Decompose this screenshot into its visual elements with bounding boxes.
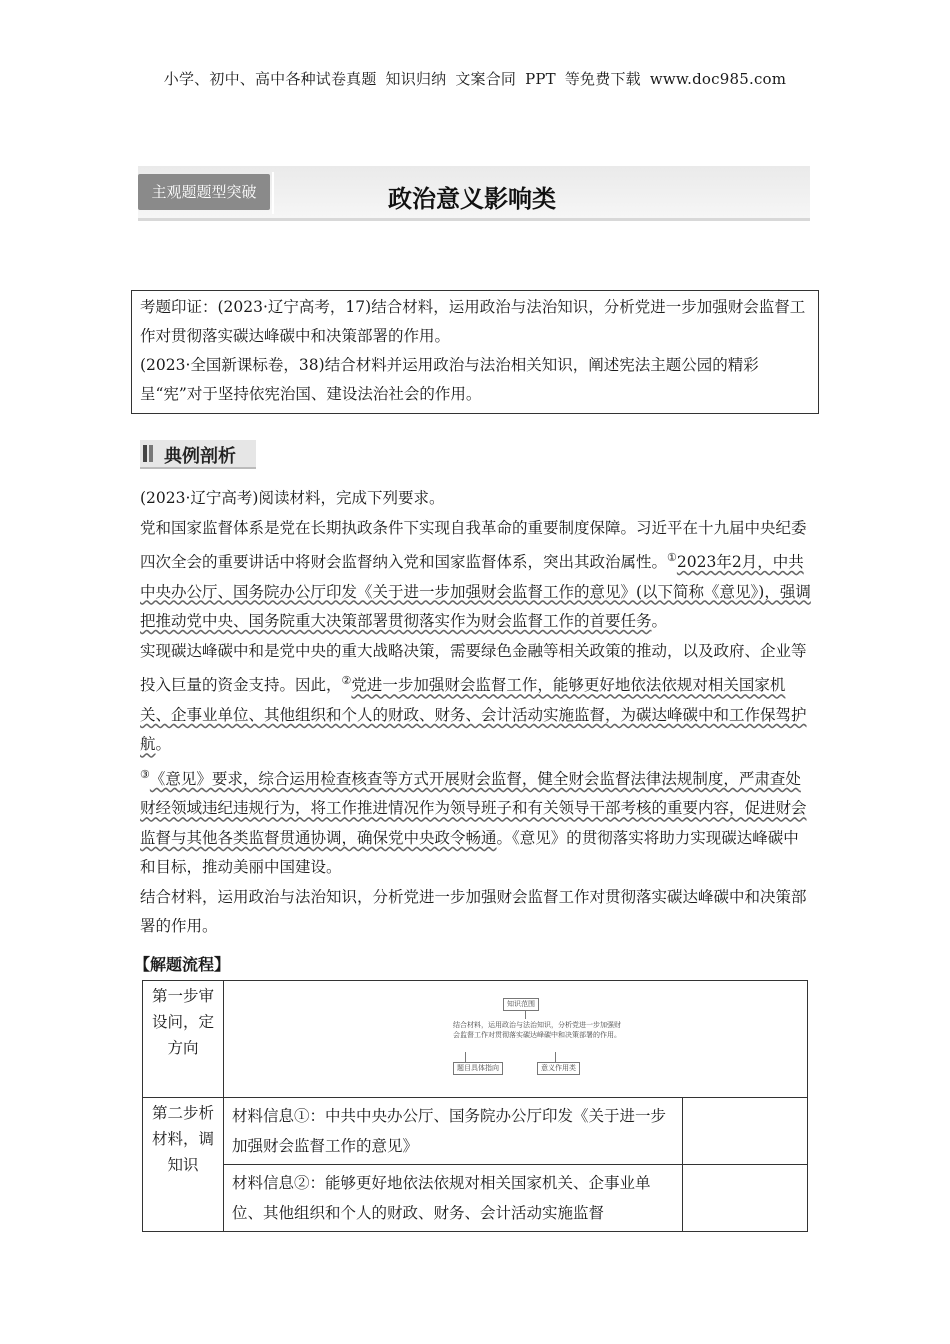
material-paragraph-1 [140,514,812,637]
diagram-question-text: 结合材料，运用政治与法治知识，分析党进一步加强财会监督工作对贯彻落实碳达峰碳中和决策部署的作用。 [453,1021,621,1039]
material-paragraph-3 [140,760,812,883]
flow-diagram [225,982,806,1096]
heading-bar-icon [143,445,147,462]
flow-label: 【解题流程】 [134,955,231,974]
diagram-box-knowledge: 知识范围 [503,998,539,1011]
table-row [143,981,808,1098]
section-title: 典例剖析 [164,446,236,467]
solution-flow-table [142,980,808,1232]
material-text [140,484,812,942]
circled-marker: ① [667,551,677,564]
empty-cell [683,1098,808,1165]
highlighted-text: 《意见》要求，综合运用检查核查等方式开展财会监督，健全财会监督法律法规制度，严肃查处财经领域违纪违规行为，将工作推进情况作为领导班子和有关领导干部考核的重要内容，促进财会监督与其他各类监督贯通协调，确保党中央政令畅通 [140,769,807,847]
diagram-box-target: 题目具体指向 [453,1062,503,1075]
step-1-cell: 第一步审设问，定方向 [143,981,224,1098]
exam-reference-box [131,290,819,414]
section-banner [138,166,810,221]
highlighted-text: 党进一步加强财会监督工作，能够更好地依法依规对相关国家机关、企事业单位、其他组织和个人的财政、财务、会计活动实施监督，为碳达峰碳中和工作保驾护航 [140,676,807,754]
paragraph-text: 党和国家监督体系是党在长期执政条件下实现自我革命的重要制度保障。习近平在十九届中央纪委四次全会的重要讲话中将财会监督纳入党和国家监督体系，突出其政治属性。 [140,518,807,572]
heading-bar-icon [149,445,153,462]
paragraph-text: 。 [155,735,172,754]
page-header: 小学、初中、高中各种试卷真题 知识归纳 文案合同 PPT 等免费下载 www.doc985.com [163,70,787,88]
material-info-1: 材料信息①：中共中央办公厅、国务院办公厅印发《关于进一步加强财会监督工作的意见》 [224,1098,683,1165]
diagram-cell [224,981,808,1098]
empty-cell [683,1165,808,1232]
circled-marker: ③ [140,767,150,781]
diagram-connector [555,1052,556,1062]
diagram-connector [465,1052,466,1062]
diagram-box-type: 意义作用类 [537,1062,580,1075]
banner-divider [272,172,274,214]
step-2-cell: 第二步析材料，调知识 [143,1098,224,1232]
question-text: 结合材料，运用政治与法治知识，分析党进一步加强财会监督工作对贯彻落实碳达峰碳中和决策部署的作用。 [140,887,807,936]
section-heading [140,440,256,469]
material-info-2: 材料信息②：能够更好地依法依规对相关国家机关、企事业单位、其他组织和个人的财政、财务、会计活动实施监督 [224,1165,683,1232]
exam-reference-1: 考题印证：(2023·辽宁高考，17)结合材料，运用政治与法治知识，分析党进一步加强财会监督工作对贯彻落实碳达峰碳中和决策部署的作用。 [140,298,806,345]
diagram-connector [525,1010,526,1019]
table-row [143,1165,808,1232]
material-paragraph-2 [140,637,812,760]
table-row [143,1098,808,1165]
banner-tag: 主观题题型突破 [138,174,270,210]
paragraph-text: 。《意见》的贯彻落实将助力实现碳达峰碳中和目标，推动美丽中国建设。 [140,828,799,877]
paragraph-text: 。 [651,612,668,631]
exam-reference-2: (2023·全国新课标卷，38)结合材料并运用政治与法治相关知识，阐述宪法主题公园的精彩呈“宪”对于坚持依宪治国、建设法治社会的作用。 [140,356,759,403]
paragraph-text: 实现碳达峰碳中和是党中央的重大战略决策，需要绿色金融等相关政策的推动，以及政府、企业等投入巨量的资金支持。因此， [140,641,807,695]
circled-marker: ② [341,674,352,688]
page-title: 政治意义影响类 [388,185,556,213]
material-intro: (2023·辽宁高考)阅读材料，完成下列要求。 [140,489,445,507]
highlighted-text: 2023年2月，中共中央办公厅、国务院办公厅印发《关于进一步加强财会监督工作的意见》(以下简称《意见》)，强调把推动党中央、国务院重大决策部署贯彻落实作为财会监督工作的首要任务 [140,553,811,631]
